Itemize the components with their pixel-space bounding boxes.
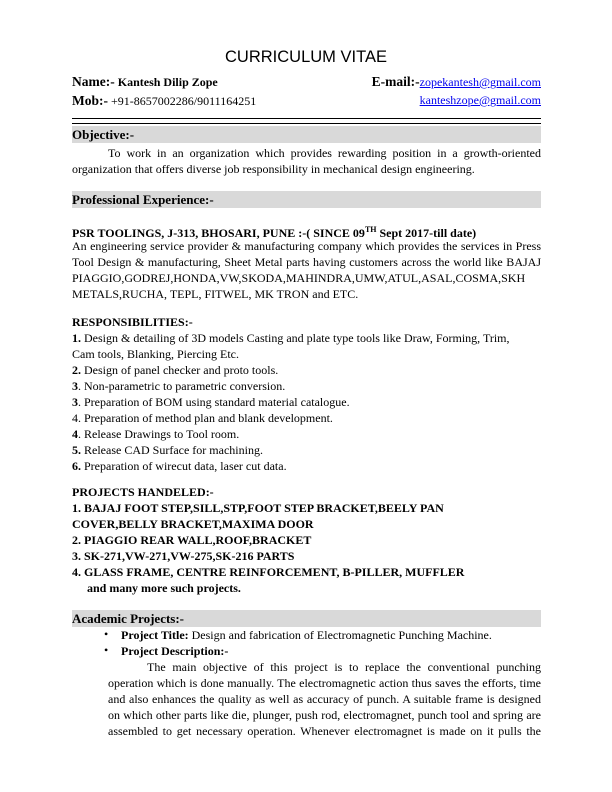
- project-desc-line: on which other parts like die, plunger, push rod, electromagnet, punch tool and spring are: [108, 708, 541, 722]
- item-number: 5.: [72, 443, 81, 457]
- project-line: 1. BAJAJ FOOT STEP,SILL,STP,FOOT STEP BRACKET,BEELY PAN: [72, 501, 444, 515]
- email-link-2[interactable]: kanteshzope@gmail.com: [419, 93, 541, 107]
- company-desc-line: An engineering service provider & manufacturing company which provides the services in Press: [72, 239, 541, 253]
- item-text: 4. Preparation of method plan and blank development.: [72, 411, 333, 425]
- item-text: . Preparation of BOM using standard material catalogue.: [78, 395, 350, 409]
- responsibility-item: [72, 442, 541, 458]
- company-desc-line: Tool Design & manufacturing, Sheet Metal parts having customers across the world like BAJAJ: [72, 255, 541, 269]
- project-desc-line: operation which is done manually. The electromagnetic action thus saves the efforts, time: [108, 676, 541, 690]
- section-academic: Academic Projects:-: [72, 610, 541, 627]
- responsibility-item: [72, 394, 541, 410]
- company-dates: Sept 2017-till date): [376, 226, 477, 240]
- item-text: Design & detailing of 3D models Casting and plate type tools like Draw, Forming, Trim,: [81, 331, 510, 345]
- item-text: . Non-parametric to parametric conversion.: [78, 379, 286, 393]
- responsibility-item: [72, 378, 541, 394]
- responsibility-item: [72, 410, 541, 426]
- item-number: 6.: [72, 459, 81, 473]
- item-number: 3: [72, 395, 78, 409]
- objective-line: organization that offers diverse job responsibility in mechanical design engineering.: [72, 162, 475, 176]
- project-title-line: [121, 627, 541, 643]
- email-label: E-mail:-: [371, 74, 420, 89]
- name-label: Name:-: [72, 74, 115, 89]
- project-description-label: Project Description:-: [121, 644, 229, 658]
- section-experience: Professional Experience:-: [72, 191, 541, 208]
- project-line: 3. SK-271,VW-271,VW-275,SK-216 PARTS: [72, 549, 295, 563]
- responsibility-item: [72, 330, 541, 346]
- name-value: Kantesh Dilip Zope: [117, 75, 218, 89]
- mobile-label: Mob:-: [72, 93, 108, 108]
- company-name: PSR TOOLINGS, J-313, BHOSARI, PUNE :-( SINCE 09: [72, 226, 365, 240]
- project-line: and many more such projects.: [87, 581, 241, 595]
- project-title-label: Project Title:: [121, 628, 189, 642]
- document-title: CURRICULUM VITAE: [225, 48, 387, 66]
- item-text: Preparation of wirecut data, laser cut data.: [81, 459, 287, 473]
- project-desc-line: and also enhances the quality as well as accuracy of punch. A suitable frame is designed: [108, 692, 541, 706]
- objective-line: To work in an organization which provides rewarding position in a growth-oriented: [108, 146, 541, 160]
- project-title: Design and fabrication of Electromagnetic Punching Machine.: [188, 628, 492, 642]
- email-line: [72, 74, 541, 90]
- project-desc-line: assembled to get necessary operation. Whenever electromagnet is made on it pulls the: [108, 724, 541, 738]
- company-line: [72, 222, 541, 238]
- responsibilities-heading: RESPONSIBILITIES:-: [72, 315, 193, 329]
- item-text: Cam tools, Blanking, Piercing Etc.: [72, 347, 239, 361]
- mobile-value: +91-8657002286/9011164251: [111, 94, 257, 108]
- item-text: . Release Drawings to Tool room.: [78, 427, 240, 441]
- responsibility-item: [72, 346, 541, 362]
- item-text: Design of panel checker and proto tools.: [81, 363, 279, 377]
- company-desc-line: PIAGGIO,GODREJ,HONDA,VW,SKODA,MAHINDRA,UMW,ATUL,ASAL,COSMA,SKH: [72, 271, 526, 285]
- section-objective: Objective:-: [72, 126, 541, 143]
- item-number: 4: [72, 427, 78, 441]
- project-line: 4. GLASS FRAME, CENTRE REINFORCEMENT, B-PILLER, MUFFLER: [72, 565, 465, 579]
- divider: [72, 118, 541, 119]
- item-number: 1.: [72, 331, 81, 345]
- project-line: COVER,BELLY BRACKET,MAXIMA DOOR: [72, 517, 314, 531]
- item-text: Release CAD Surface for machining.: [81, 443, 263, 457]
- item-number: 2.: [72, 363, 81, 377]
- email-link-1[interactable]: zopekantesh@gmail.com: [419, 75, 541, 89]
- responsibility-item: [72, 362, 541, 378]
- projects-heading: PROJECTS HANDELED:-: [72, 485, 214, 499]
- email-line-2: [72, 92, 541, 108]
- bullet-icon: •: [104, 627, 109, 641]
- bullet-icon: •: [104, 643, 109, 657]
- project-line: 2. PIAGGIO REAR WALL,ROOF,BRACKET: [72, 533, 312, 547]
- responsibility-item: [72, 426, 541, 442]
- superscript: TH: [364, 225, 377, 234]
- project-desc-line: The main objective of this project is to replace the conventional punching: [147, 660, 541, 674]
- responsibility-item: [72, 458, 541, 474]
- company-desc-line: METALS,RUCHA, TEPL, FITWEL, MK TRON and ETC.: [72, 287, 359, 301]
- divider: [72, 123, 541, 124]
- item-number: 3: [72, 379, 78, 393]
